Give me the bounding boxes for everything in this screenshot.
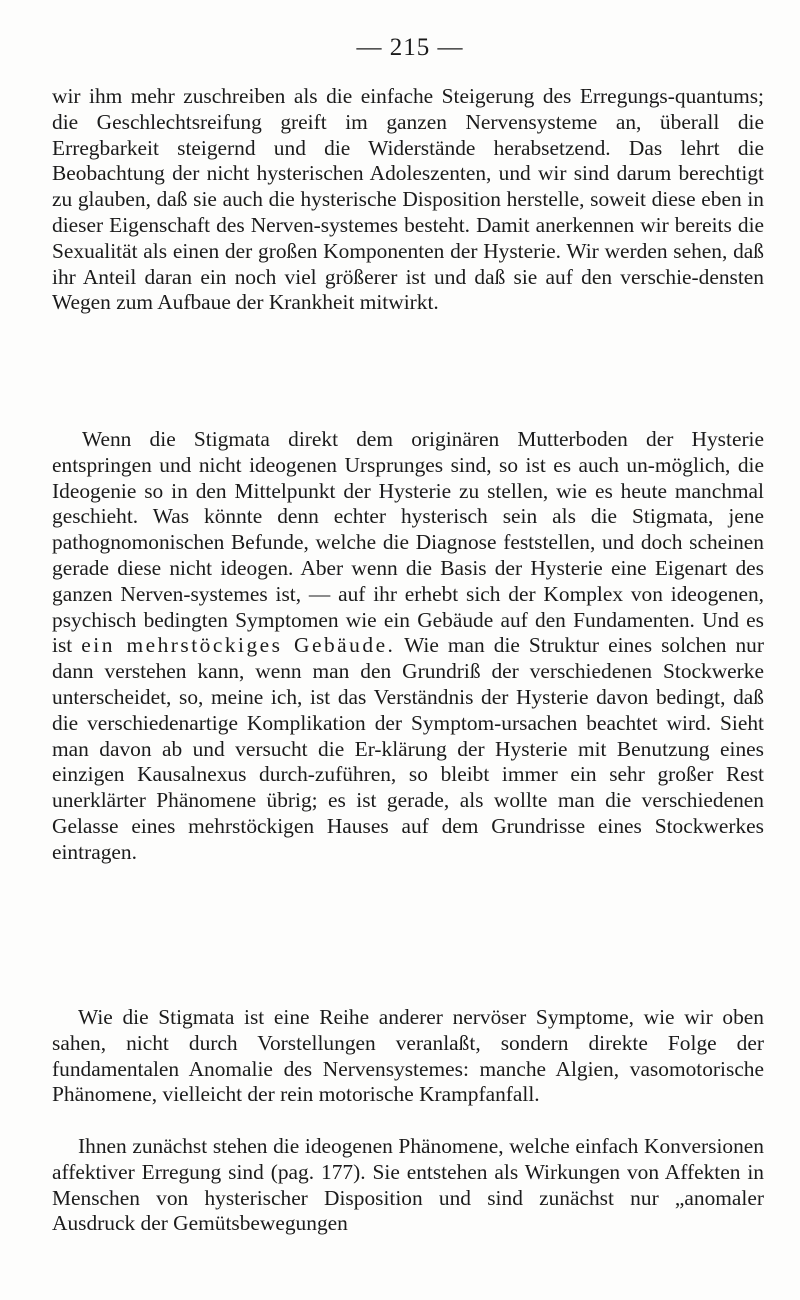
- paragraph-2-text-after: Wie man die Struktur eines solchen nur dann verstehen kann, wenn man den Grundriß der verschiedenen Stockwerke unterscheidet, so, meine ich, ist das Verständnis der Hysterie davon bedingt, daß die verschiedenartige Komplikation der Symptom-ursachen beachtet wird. Sieht man davon ab und versucht die Er-klärung der Hysterie mit Benutzung eines einzigen Kausalnexus durch-zuführen, so bleibt immer ein sehr großer Rest unerklärter Phänomene übrig; es ist gerade, als wollte man die verschiedenen Gelasse eines mehrstöckigen Hauses auf dem Grundrisse eines Stockwerkes eintragen.: [52, 633, 764, 864]
- paragraph-4: Ihnen zunächst stehen die ideogenen Phänomene, welche einfach Konversionen affektiver Erregung sind (pag. 177). Sie entstehen als Wirkungen von Affekten in Menschen von hysterischer Disposition und sind zunächst nur „anomaler Ausdruck der Gemütsbewegungen: [52, 1134, 764, 1236]
- paragraph-2-emphasis: ein mehrstöckiges Gebäude.: [81, 633, 396, 658]
- paragraph-3: Wie die Stigmata ist eine Reihe anderer nervöser Symptome, wie wir oben sahen, nicht durch Vorstellungen veranlaßt, sondern direkte Folge der fundamentalen Anomalie des Nervensystemes: manche Algien, vasomotorische Phänomene, vielleicht der rein motorische Krampfanfall.: [52, 1005, 764, 1107]
- page-number: — 215 —: [356, 34, 464, 61]
- paragraph-1: wir ihm mehr zuschreiben als die einfache Steigerung des Erregungs-quantums; die Geschlechtsreifung greift im ganzen Nervensysteme an, überall die Erregbarkeit steigernd und die Widerstände herabsetzend. Das lehrt die Beobachtung der nicht hysterischen Adoleszenten, und wir sind darum berechtigt zu glauben, daß sie auch die hysterische Disposition herstelle, soweit diese eben in dieser Eigenschaft des Nerven-systemes besteht. Damit anerkennen wir bereits die Sexualität als einen der großen Komponenten der Hysterie. Wir werden sehen, daß ihr Anteil daran ein noch viel größerer ist und daß sie auf den verschie-densten Wegen zum Aufbaue der Krankheit mitwirkt.: [52, 84, 764, 315]
- paragraph-2-text-before: Wenn die Stigmata direkt dem originären Mutterboden der Hysterie entspringen und nicht ideogenen Ursprunges sind, so ist es auch un-möglich, die Ideogenie so in den Mittelpunkt der Hysterie zu stellen, wie es heute manchmal geschieht. Was könnte denn echter hysterisch sein als die Stigmata, jene pathognomonischen Befunde, welche die Diagnose feststellen, und doch scheinen gerade diese nicht ideogen. Aber wenn die Basis der Hysterie eine Eigenart des ganzen Nerven-systemes ist, — auf ihr erhebt sich der Komplex von ideogenen, psychisch bedingten Symptomen wie ein Gebäude auf den Fundamenten. Und es ist: [52, 427, 764, 658]
- paragraph-2: [52, 427, 764, 866]
